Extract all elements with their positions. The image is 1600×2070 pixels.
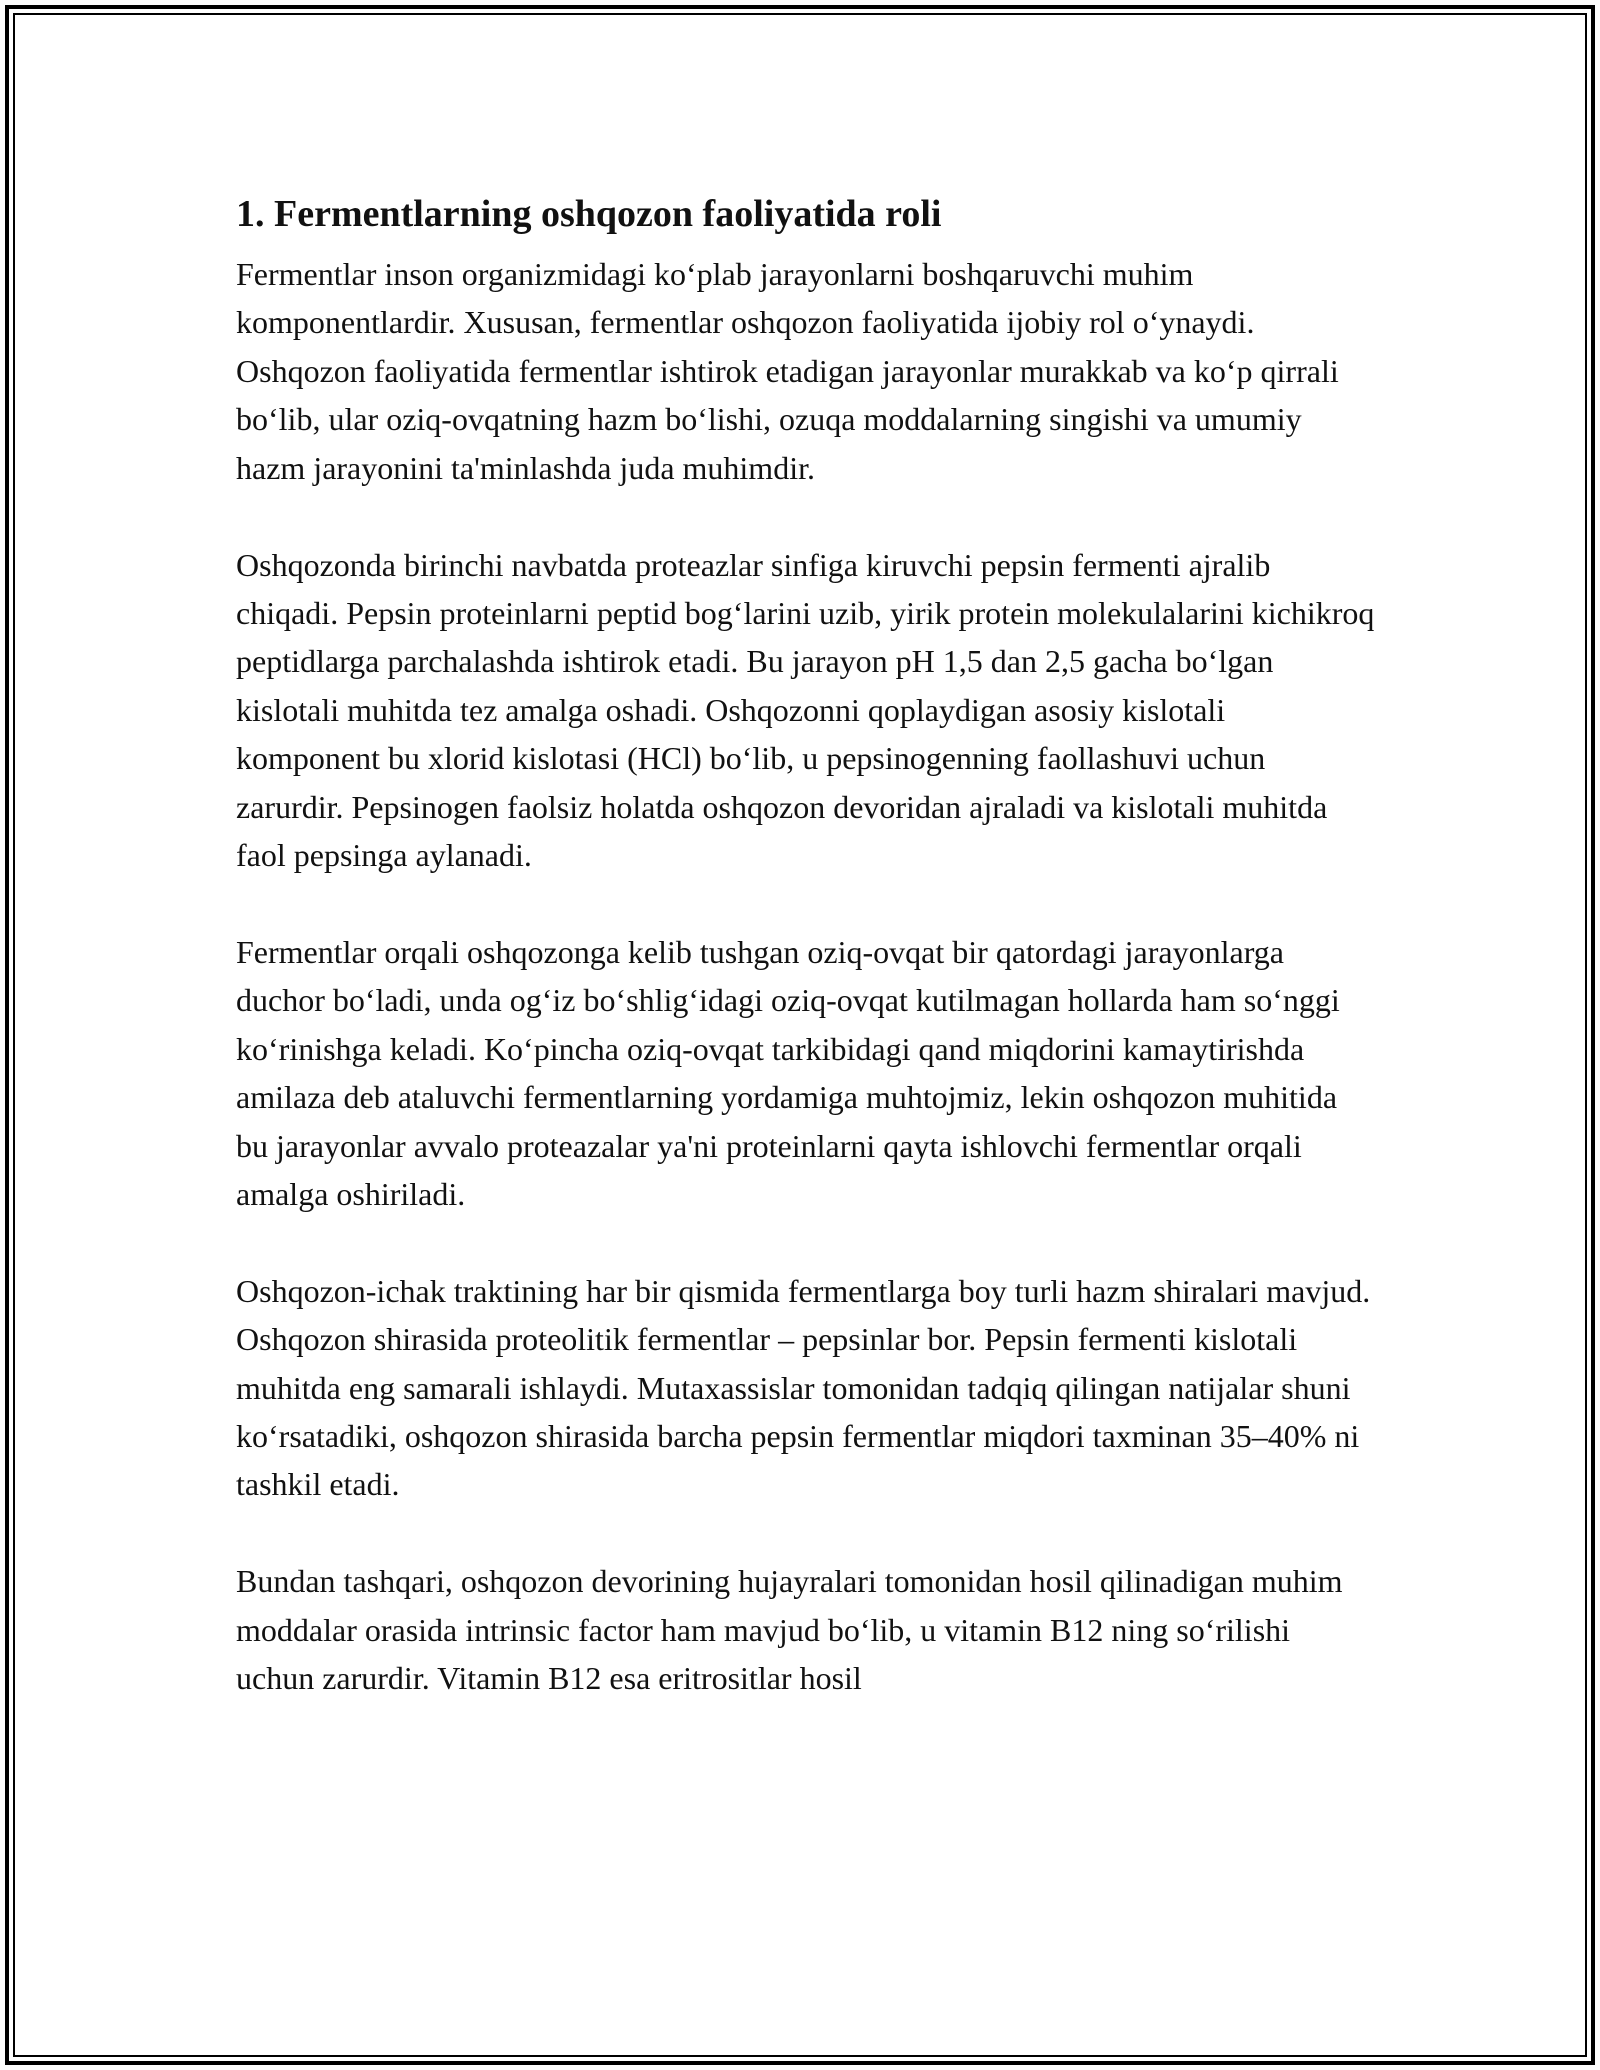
paragraph-digestion: Fermentlar orqali oshqozonga kelib tushgan oziq-ovqat bir qatordagi jarayonlarga duchor bo‘ladi, unda og‘iz bo‘shlig‘idagi oziq-ovqat kutilmagan hollarda ham so‘nggi ko‘rinishga keladi. Ko‘pincha oziq-ovqat tarkibidagi qand miqdorini kamaytirishda amilaza deb ataluvchi fermentlarning yordamiga muhtojmiz, lekin oshqozon muhitida bu jarayonlar avvalo proteazalar ya'ni proteinlarni qayta ishlovchi fermentlar orqali amalga oshiriladi.: [236, 933, 1340, 1212]
paragraph-gastric-juice: Oshqozon-ichak traktining har bir qismida fermentlarga boy turli hazm shiralari mavjud. Oshqozon shirasida proteolitik fermentlar – pepsinlar bor. Pepsin fermenti kislotali muhitda eng samarali ishlaydi. Mutaxassislar tomonidan tadqiq qilingan natijalar shuni ko‘rsatadiki, oshqozon shirasida barcha pepsin fermentlar miqdori taxminan 35–40% ni tashkil etadi.: [236, 1272, 1371, 1503]
section-heading: 1. Fermentlarning oshqozon faoliyatida roli: [236, 193, 942, 235]
paragraph-intro: Fermentlar inson organizmidagi ko‘plab jarayonlarni boshqaruvchi muhim komponentlardir. Xususan, fermentlar oshqozon faoliyatida ijobiy rol o‘ynaydi. Oshqozon faoliyatida fermentlar ishtirok etadigan jarayonlar murakkab va ko‘p qirrali bo‘lib, ular oziq-ovqatning hazm bo‘lishi, ozuqa moddalarning singishi va umumiy hazm jarayonini ta'minlashda juda muhimdir.: [236, 256, 1339, 486]
paragraph-pepsin: Oshqozonda birinchi navbatda proteazlar sinfiga kiruvchi pepsin fermenti ajralib chiqadi. Pepsin proteinlarni peptid bog‘larini uzib, yirik protein molekulalarini kichikroq peptidlarga parchalashda ishtirok etadi. Bu jarayon pH 1,5 dan 2,5 gacha bo‘lgan kislotali muhitda tez amalga oshadi. Oshqozonni qoplaydigan asosiy kislotali komponent bu xlorid kislotasi (HCl) bo‘lib, u pepsinogenning faollashuvi uchun zarurdir. Pepsinogen faolsiz holatda oshqozon devoridan ajraladi va kislotali muhitda faol pepsinga aylanadi.: [236, 546, 1375, 873]
paragraph-intrinsic-factor: Bundan tashqari, oshqozon devorining hujayralari tomonidan hosil qilinadigan muhim moddalar orasida intrinsic factor ham mavjud bo‘lib, u vitamin B12 ning so‘rilishi uchun zarurdir. Vitamin B12 esa eritrositlar hosil: [236, 1563, 1343, 1697]
document-page: [236, 188, 1376, 1703]
